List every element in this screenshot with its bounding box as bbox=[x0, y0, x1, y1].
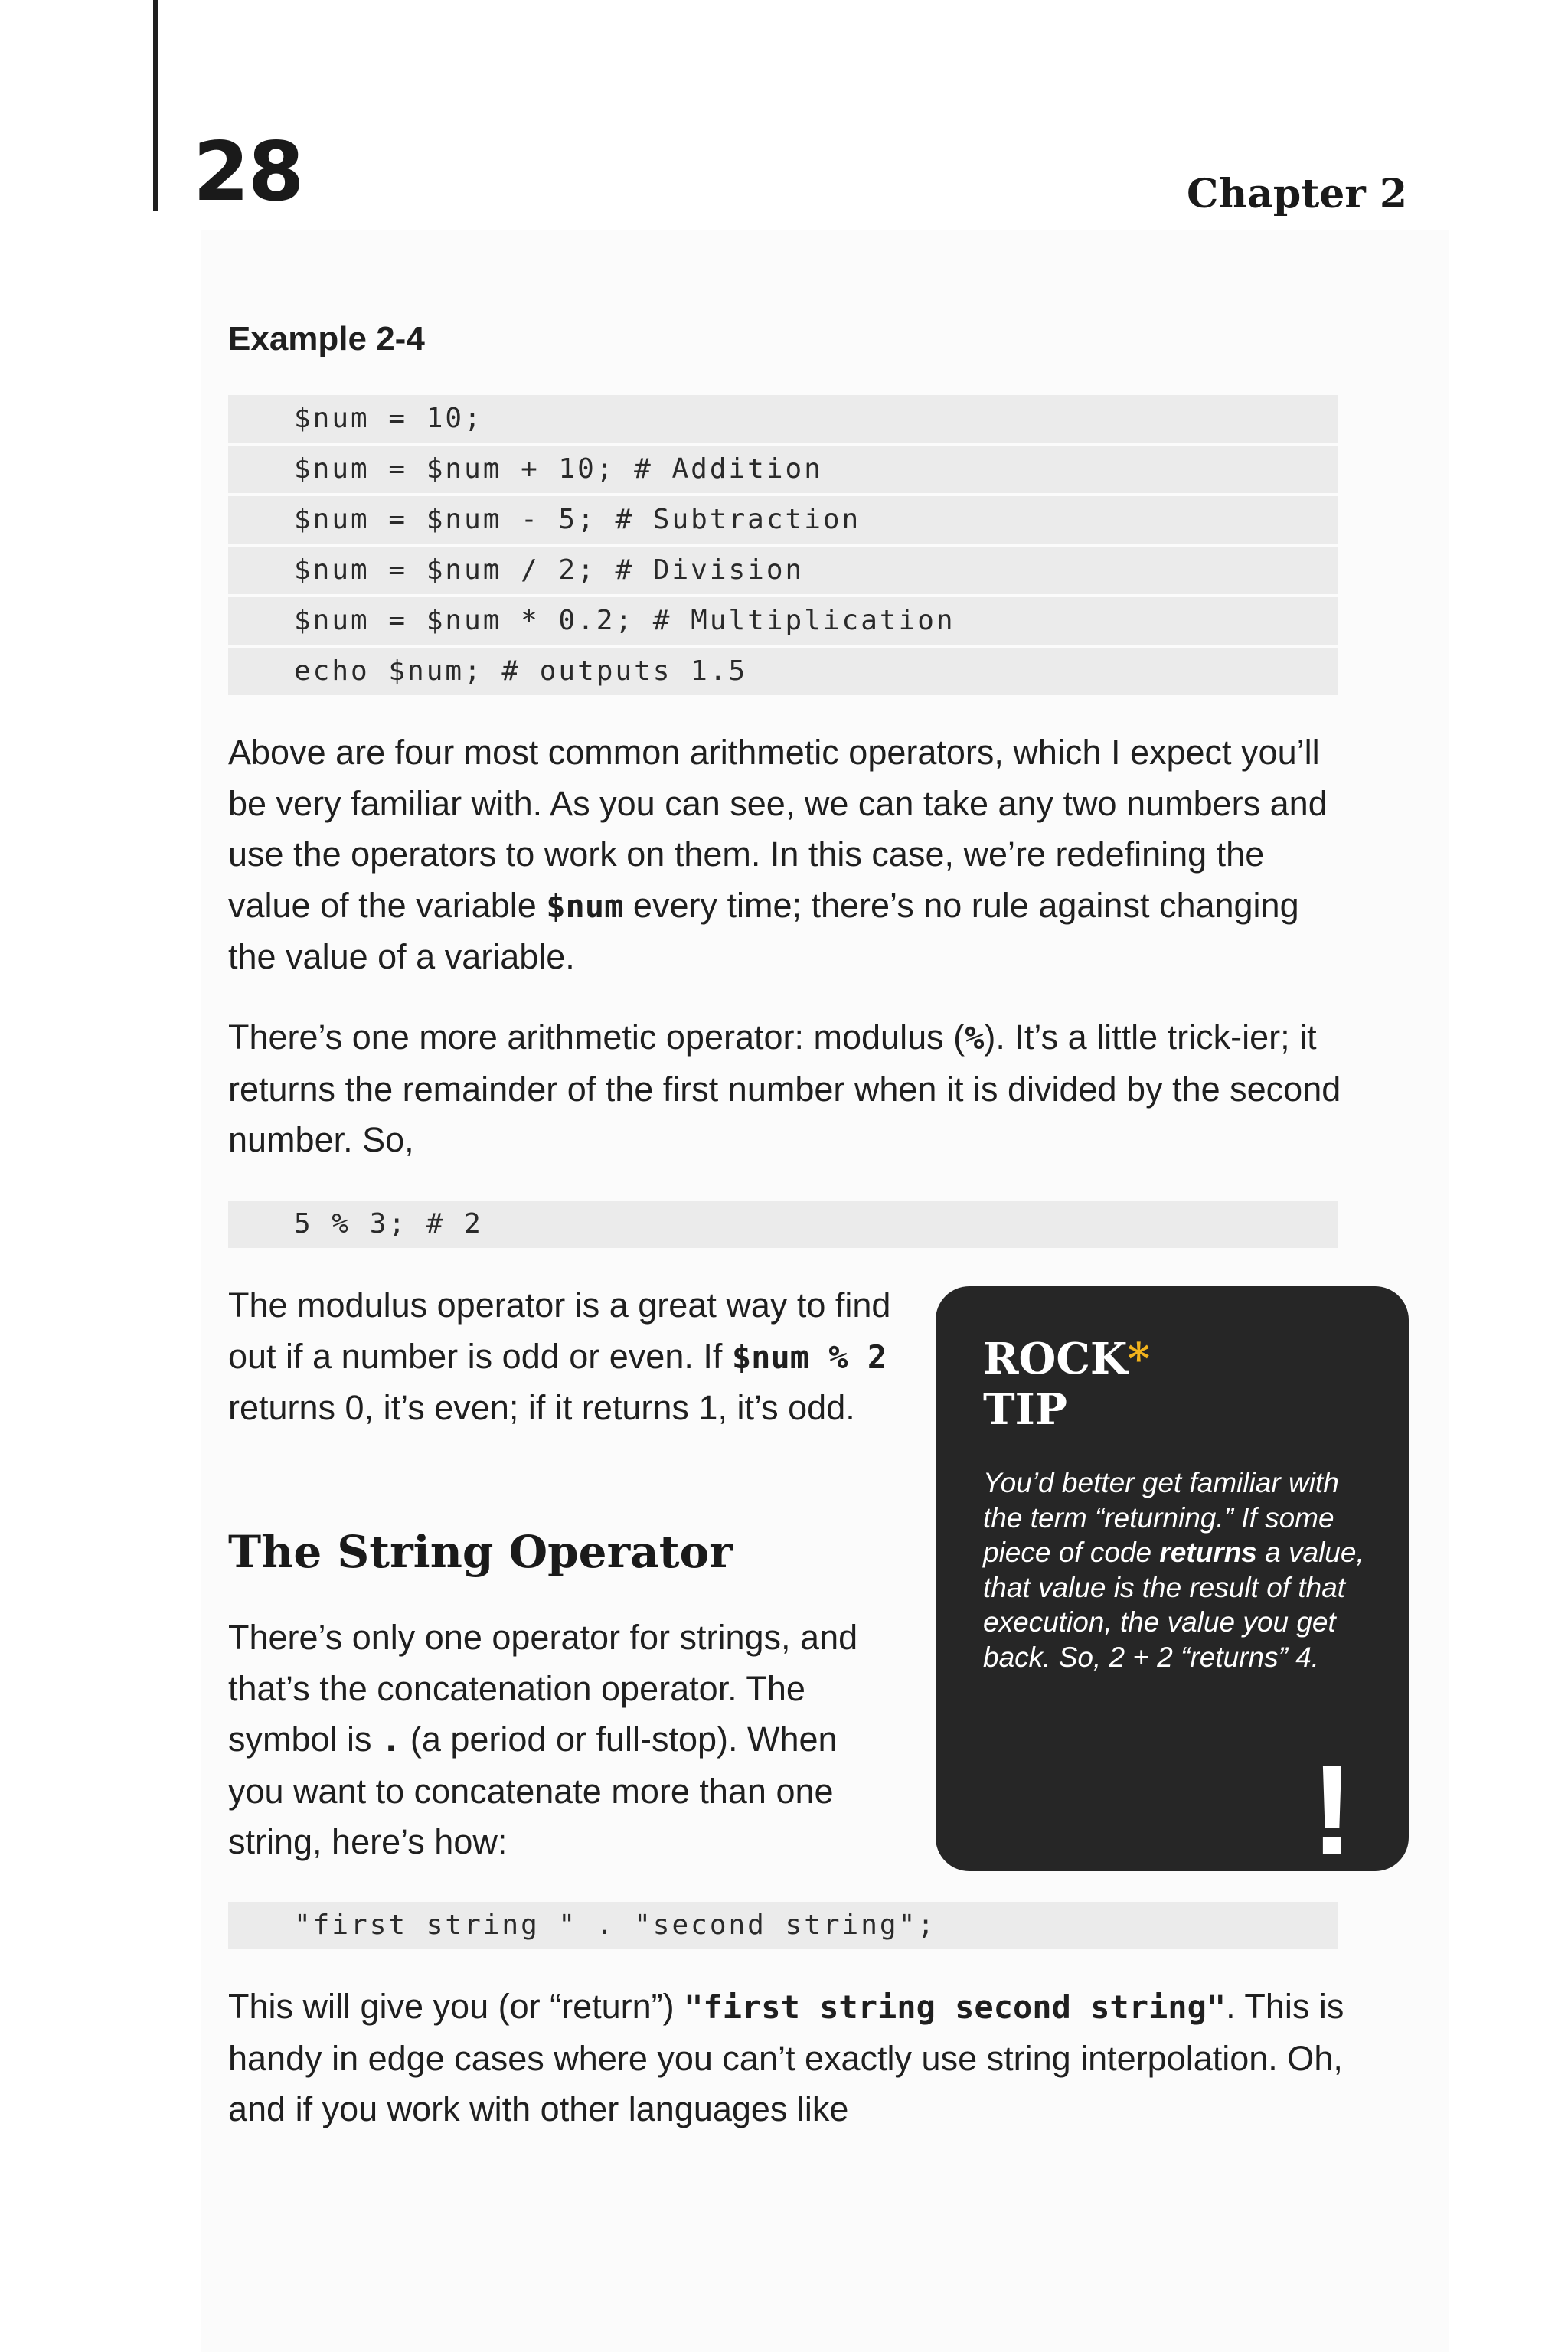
paragraph-text: every time; there’s no rule against changing the value of a variable. bbox=[228, 885, 1299, 976]
code-line: 5 % 3; # 2 bbox=[228, 1200, 1338, 1248]
inline-code: % bbox=[965, 1019, 985, 1057]
header-rule bbox=[153, 0, 158, 211]
code-line: $num = $num * 0.2; # Multiplication bbox=[228, 597, 1338, 645]
inline-code: . bbox=[381, 1721, 401, 1759]
paragraph-operators bbox=[228, 727, 1346, 983]
paragraph-string-operator bbox=[228, 1612, 887, 1868]
paragraph-text: There’s only one operator for strings, and that’s the concatenation operator. The symbol is bbox=[228, 1618, 858, 1759]
tip-title-tip: TIP bbox=[983, 1384, 1067, 1435]
code-line: $num = $num - 5; # Subtraction bbox=[228, 496, 1338, 544]
paragraph-text: There’s one more arithmetic operator: modulus ( bbox=[228, 1018, 965, 1057]
inline-code: "first string second string" bbox=[684, 1988, 1227, 2026]
star-icon: * bbox=[1127, 1334, 1150, 1384]
code-line: $num = $num / 2; # Division bbox=[228, 547, 1338, 594]
tip-text-bold: returns bbox=[1159, 1537, 1257, 1568]
modulus-code-block bbox=[228, 1200, 1338, 1248]
paragraph-text: ). It’s a little trick-ier; it returns the remainder of the first number when it is divided by the second number. So, bbox=[228, 1018, 1341, 1159]
tip-title bbox=[983, 1334, 1150, 1435]
concat-code-block bbox=[228, 1902, 1338, 1949]
paragraph-text: returns 0, it’s even; if it returns 1, it’s odd. bbox=[228, 1388, 855, 1427]
paragraph-modulus bbox=[228, 1012, 1346, 1166]
exclamation-icon: ! bbox=[1311, 1738, 1354, 1871]
code-line: $num = 10; bbox=[228, 395, 1338, 443]
inline-code: $num % 2 bbox=[731, 1338, 887, 1376]
page-number: 28 bbox=[193, 125, 303, 219]
paragraph-odd-even bbox=[228, 1280, 902, 1434]
paragraph-text: . This is handy in edge cases where you can’t exactly use string interpolation. Oh, and if you work with other languages like bbox=[228, 1987, 1344, 2128]
example-label: Example 2-4 bbox=[228, 320, 425, 358]
paragraph-text: This will give you (or “return”) bbox=[228, 1987, 684, 2026]
code-line: $num = $num + 10; # Addition bbox=[228, 446, 1338, 493]
tip-text-part: a value, that value is the result of that execution, the value you get back. So, 2 + 2 “returns” 4. bbox=[983, 1537, 1364, 1673]
paragraph-text: (a period or full-stop). When you want to concatenate more than one string, here’s how: bbox=[228, 1720, 838, 1861]
paragraph-return bbox=[228, 1981, 1346, 2135]
rock-tip-box bbox=[936, 1286, 1409, 1871]
example-code-block bbox=[228, 395, 1338, 695]
chapter-label: Chapter 2 bbox=[1186, 171, 1407, 217]
tip-text-part: You’d better get familiar with the term “returning.” If some piece of code bbox=[983, 1467, 1339, 1568]
paragraph-text: Above are four most common arithmetic operators, which I expect you’ll be very familiar with. As you can see, we can take any two numbers and use the operators to work on them. In this case, we’re redefining the value of the variable bbox=[228, 733, 1328, 925]
code-line: "first string " . "second string"; bbox=[228, 1902, 1338, 1949]
paragraph-text: The modulus operator is a great way to find out if a number is odd or even. If bbox=[228, 1285, 891, 1376]
tip-text bbox=[983, 1465, 1381, 1674]
tip-title-rock: ROCK bbox=[983, 1334, 1128, 1384]
code-line: echo $num; # outputs 1.5 bbox=[228, 648, 1338, 695]
section-heading: The String Operator bbox=[228, 1526, 733, 1578]
inline-code: $num bbox=[546, 887, 624, 925]
